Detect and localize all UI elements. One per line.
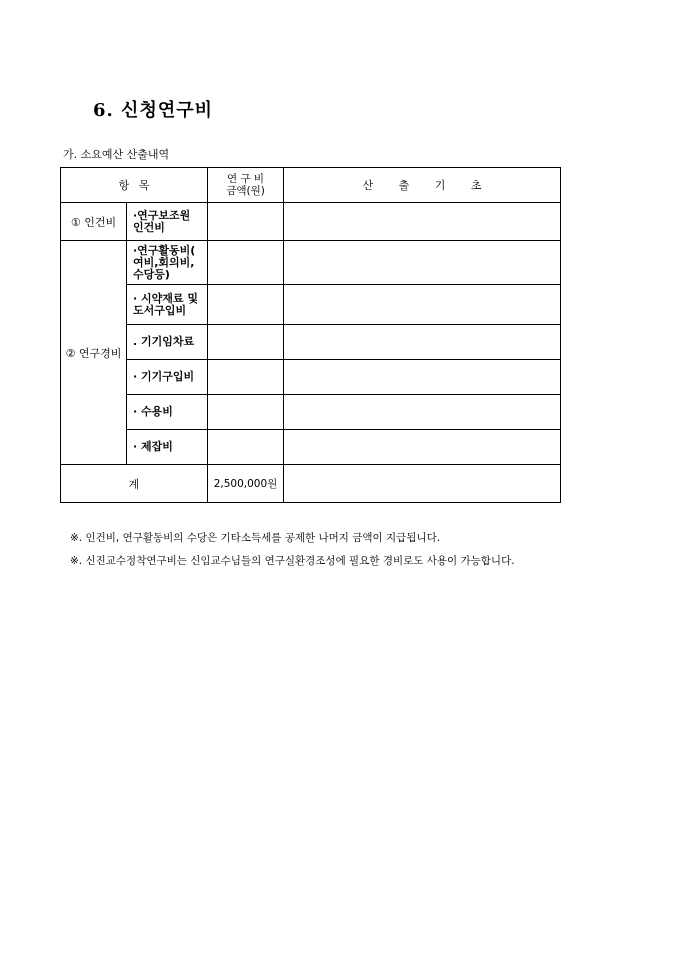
total-amount: 2,500,000원 bbox=[208, 465, 284, 503]
budget-table bbox=[60, 167, 561, 503]
item-supplies: · 수용비 bbox=[127, 395, 208, 430]
header-amount bbox=[208, 168, 284, 203]
category-personnel: ① 인건비 bbox=[61, 203, 127, 241]
item-equipment-purchase: · 기기구입비 bbox=[127, 360, 208, 395]
note-tax: ※. 인건비, 연구활동비의 수당은 기타소득세를 공제한 나머지 금액이 지급됩니다. bbox=[70, 532, 441, 544]
amount-cell[interactable] bbox=[208, 360, 284, 395]
header-amount-line2: 금액(원) bbox=[226, 185, 265, 197]
table-row bbox=[61, 285, 561, 325]
table-row bbox=[61, 203, 561, 241]
table-row bbox=[61, 430, 561, 465]
item-activity: ·연구활동비( 여비,회의비, 수당등) bbox=[127, 241, 208, 285]
basis-cell[interactable] bbox=[284, 285, 561, 325]
page-title: 6. 신청연구비 bbox=[93, 100, 213, 121]
table-row bbox=[61, 325, 561, 360]
table-row bbox=[61, 360, 561, 395]
category-research: ② 연구경비 bbox=[61, 241, 127, 465]
item-materials: · 시약재료 및 도서구입비 bbox=[127, 285, 208, 325]
table-header-row bbox=[61, 168, 561, 203]
header-item: 항 목 bbox=[61, 168, 208, 203]
amount-cell[interactable] bbox=[208, 430, 284, 465]
amount-cell[interactable] bbox=[208, 241, 284, 285]
total-label: 계 bbox=[61, 465, 208, 503]
basis-cell[interactable] bbox=[284, 395, 561, 430]
basis-cell[interactable] bbox=[284, 325, 561, 360]
header-amount-line1: 연 구 비 bbox=[226, 173, 265, 185]
table-row bbox=[61, 241, 561, 285]
section-subtitle: 가. 소요예산 산출내역 bbox=[63, 148, 170, 161]
amount-cell[interactable] bbox=[208, 285, 284, 325]
item-equipment-rental: . 기기임차료 bbox=[127, 325, 208, 360]
basis-cell[interactable] bbox=[284, 360, 561, 395]
basis-cell[interactable] bbox=[284, 241, 561, 285]
amount-cell[interactable] bbox=[208, 325, 284, 360]
item-miscellaneous: · 제잡비 bbox=[127, 430, 208, 465]
table-row bbox=[61, 395, 561, 430]
amount-cell[interactable] bbox=[208, 203, 284, 241]
basis-cell[interactable] bbox=[284, 430, 561, 465]
basis-cell[interactable] bbox=[284, 203, 561, 241]
total-row bbox=[61, 465, 561, 503]
basis-cell[interactable] bbox=[284, 465, 561, 503]
note-usage: ※. 신진교수정착연구비는 신임교수님들의 연구실환경조성에 필요한 경비로도 사용이 가능합니다. bbox=[70, 555, 515, 567]
item-research-assistant: ·연구보조원 인건비 bbox=[127, 203, 208, 241]
amount-cell[interactable] bbox=[208, 395, 284, 430]
header-basis: 산 출 기 초 bbox=[284, 168, 561, 203]
